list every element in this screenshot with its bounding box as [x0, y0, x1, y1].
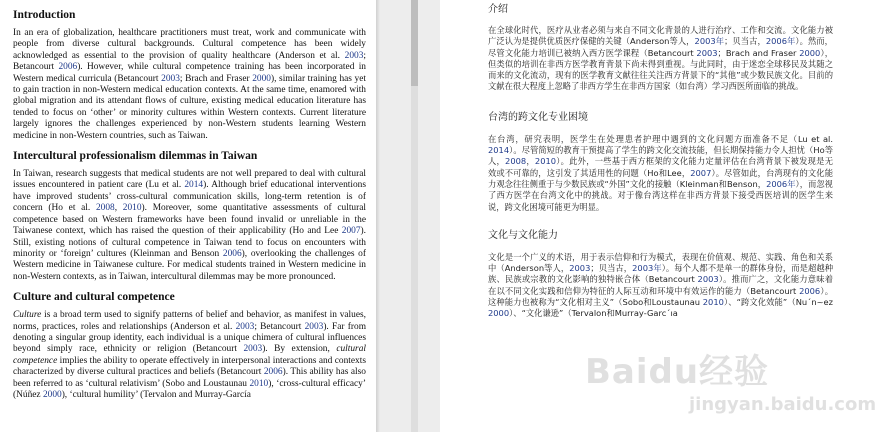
citation-link[interactable]: 2007 — [341, 226, 361, 237]
text: ）。尽管简短的教育干预提高了学生的跨文化交流技能，但长期保持能力令人担忧（Ho等人， — [488, 145, 833, 167]
citation-link[interactable]: 2010 — [249, 378, 269, 389]
citation-link[interactable]: 2003 — [161, 73, 180, 84]
paragraph-taiwan — [13, 169, 366, 283]
text: ), overlooking the challenges of Western medicine in Taiwanese culture. For medical students trained in Western medicine in non-Western contexts, as in Taiwan, intercultural dilemmas may be more pronounced. — [13, 248, 366, 282]
italic-term: Culture — [13, 310, 42, 321]
text: ）。这种能力也被称为“文化相对主义”（Sobo和Loustaunau — [488, 285, 833, 308]
citation-link[interactable]: 2008 — [505, 156, 527, 167]
text: , — [114, 203, 123, 214]
page-shadow — [376, 0, 380, 432]
text: ; Betancourt — [13, 50, 366, 73]
citation-link[interactable]: 2003 — [235, 321, 255, 332]
text: ；贝当古， — [590, 263, 633, 274]
text: ), ‘cultural humility’ (Tervalon and Murray-García — [61, 389, 251, 400]
text: In Taiwan, research suggests that medical students are not well prepared to deal with cultural issues encountered in patient care (Lu et al. — [13, 169, 366, 191]
citation-link[interactable]: 2010 — [122, 203, 142, 214]
paragraph-introduction — [13, 28, 366, 142]
page-english — [0, 0, 376, 432]
italic-term: cultural competence — [13, 344, 366, 366]
heading-taiwan-zh: 台湾的跨文化专业困境 — [488, 111, 588, 123]
text: ）。每个人都不是单一的群体身份，而是超越种族、民族或宗教的文化影响的独特嵌合体（Betancourt — [488, 263, 834, 285]
citation-link[interactable]: 2003年 — [694, 36, 725, 47]
text: ）。此外，一些基于西方框架的文化能力定量评估在台湾背景下被发现是无效或不可靠的，这引发了其适用性的问题（Ho和Lee， — [488, 156, 833, 178]
citation-link[interactable]: 2003 — [243, 344, 263, 355]
text: ）、“文化谦逊”（Tervalon和Murray-Garc´ıa — [509, 308, 678, 319]
text: ; Betancourt — [254, 321, 305, 332]
citation-link[interactable]: 2006 — [58, 62, 78, 73]
paragraph-culture-zh — [488, 252, 833, 320]
citation-link[interactable]: 2008 — [95, 203, 115, 214]
citation-link[interactable]: 2003 — [344, 50, 364, 61]
text: ), similar training has yet to gain traction in non-Western medical education contexts. At the same time, enamored with global migration and its attendant flows of culture, existing medical education literature has tended to focus on ‘other’ or minority cultures within Western contexts. Current literature largely ignores the challenges experienced by non-Western students learning Western medicine in non-Western countries, such as Taiwan. — [13, 73, 366, 141]
vertical-scrollbar[interactable] — [411, 0, 418, 432]
citation-link[interactable]: 2003年 — [632, 263, 662, 274]
text: ；贝当古， — [724, 36, 766, 47]
page-gutter — [376, 0, 440, 432]
text: implies the ability to operate effectively in interpersonal interactions and contexts characterized by diverse cultural practices and beliefs (Betancourt — [13, 355, 366, 378]
citation-link[interactable]: 2003 — [696, 47, 718, 58]
paragraph-taiwan-zh — [488, 134, 833, 213]
citation-link[interactable]: 2006 — [263, 367, 283, 378]
baidu-logo: Baidu经验 — [585, 352, 770, 392]
text: ）、“跨文化效能”（Nu´n~ez — [723, 297, 833, 308]
text: ). Moreover, some quantitative assessments of cultural competence based on Western frameworks have been found invalid or unreliable in the Taiwanese context, which has raised the question of their applicability (Ho and Lee — [13, 203, 367, 237]
citation-link[interactable]: 2007 — [690, 167, 712, 178]
text: ; Brach and Fraser — [179, 73, 253, 84]
heading-introduction: Introduction — [13, 9, 76, 21]
heading-culture-competence: Culture and cultural competence — [13, 291, 175, 304]
paragraph-introduction-zh — [488, 25, 833, 93]
heading-culture-zh: 文化与文化能力 — [488, 229, 558, 241]
citation-link[interactable]: 2000 — [42, 389, 62, 400]
text: ）。尽管如此，台湾现有的文化能力观念往往侧重于与少数民族或“外国”文化的接触（Kleinman和Benson， — [488, 167, 833, 189]
citation-link[interactable]: 2000 — [488, 308, 510, 319]
citation-link[interactable]: 2003 — [697, 274, 719, 285]
text: ）。推而广之，文化能力意味着在以不同文化实践和信仰为特征的人际互动和环境中有效运作的能力（Betancourt — [488, 274, 833, 296]
text: In an era of globalization, healthcare practitioners must treat, work and communicate with people from diverse cultural backgrounds. Cultural competence has been widely acknowledged as essential to the provision of quality healthcare (Anderson et al. — [13, 28, 366, 61]
text: ）。然而，尽管文化能力培训已被纳入西方医学课程（Betancourt — [488, 36, 833, 58]
text: ). Although brief educational interventions have improved students’ cross-cultural communication skills, long-term retention is of concern (Ho et al. — [13, 180, 366, 214]
page-chinese — [440, 0, 841, 432]
citation-link[interactable]: 2000 — [799, 47, 821, 58]
text: is a broad term used to signify patterns of belief and behavior, as manifest in values, norms, practices, roles and relationships (Anderson et al. — [13, 310, 366, 332]
citation-link[interactable]: 2010 — [702, 297, 724, 308]
citation-link[interactable]: 2006 — [222, 248, 242, 259]
citation-link[interactable]: 2006年 — [765, 36, 796, 47]
citation-link[interactable]: 2014 — [184, 180, 204, 191]
text: ），而忽视了西方医学在台湾文化中的挑战。对于像台湾这样在非西方背景下接受西医培训的医学生来说，跨文化困境可能更为明显。 — [488, 178, 833, 212]
text: 在台湾，研究表明，医学生在处理患者护理中遇到的文化问题方面准备不足（Lu et al. — [488, 133, 833, 144]
heading-intercultural-dilemmas: Intercultural professionalism dilemmas in Taiwan — [13, 150, 258, 163]
scrollbar-thumb[interactable] — [411, 0, 418, 86]
text: ），但类似的培训在非西方医学教育背景下尚未得到重视。与此同时，由于迷恋全球移民及其随之而来的文化流动，现有的医学教育文献往往关注西方背景下的“其他”或少数民族文化。目前的文献在很大程度上忽略了非西方学生在非西方国家（如台湾）学习西医所面临的挑战。 — [488, 47, 833, 92]
citation-link[interactable]: 2010 — [534, 156, 557, 167]
text: 在全球化时代，医疗从业者必须与来自不同文化背景的人进行治疗、工作和交流。文化能力被广泛认为是提供优质医疗保健的关键（Anderson等人， — [488, 25, 833, 47]
text: 文化是一个广义的术语，用于表示信仰和行为模式，表现在价值观、规范、实践、角色和关系中（Anderson等人， — [488, 251, 833, 274]
paragraph-culture — [13, 310, 366, 401]
text: ). However, while cultural competence training has been incorporated in Western medical curricula (Betancourt — [13, 62, 366, 84]
citation-link[interactable]: 2003 — [304, 321, 324, 332]
citation-link[interactable]: 2000 — [252, 73, 271, 84]
text: ). By extension, — [262, 344, 337, 355]
citation-link[interactable]: 2003 — [569, 263, 591, 274]
text: ；Brach and Fraser — [717, 47, 800, 58]
text: ). This ability has also been referred to as ‘cultural relativism’ (Sobo and Loustaunau — [13, 367, 366, 389]
watermark-url: jingyan.baidu.com — [689, 394, 876, 415]
citation-link[interactable]: 2014 — [488, 145, 510, 156]
citation-link[interactable]: 2006 — [799, 285, 821, 296]
text: ， — [526, 156, 535, 167]
text: ). Still, existing notions of cultural competence in Taiwan tend to focus on encounters with minority or ‘foreign’ cultures (Kleinman and Benson — [13, 226, 366, 259]
text: ), ‘cross-cultural efficacy’ (Núñez — [13, 378, 366, 400]
text: ). Far from denoting a singular group identity, each individual is a unique chimera of cultural influences beyond simply race, ethnicity or religion (Betancourt — [13, 321, 366, 355]
citation-link[interactable]: 2006年 — [766, 178, 796, 189]
heading-introduction-zh: 介绍 — [488, 4, 508, 15]
